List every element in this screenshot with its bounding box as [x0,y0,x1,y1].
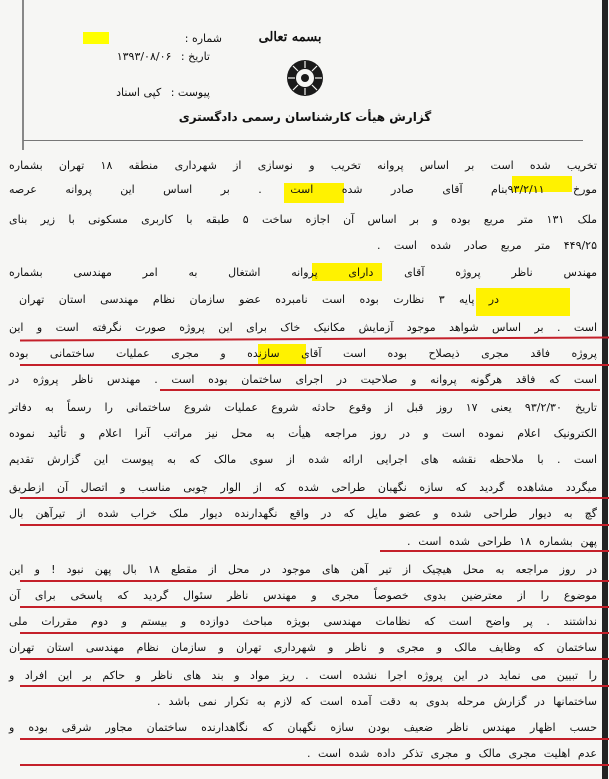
report-title: گزارش هیأت کارشناسان رسمی دادگستری [178,110,432,124]
body-line: مورخ ۹۳/۲/۱۱بنام آقای صادر شده است . بر اساس این پروانه عرصه [9,183,598,196]
red-underline [20,632,609,634]
red-underline [20,580,609,582]
letterhead [0,0,609,150]
body-line: است . با ملاحظه نقشه های اجرایی ارائه شده از سوی مالک که به پیوست این گزارش تقدیم [9,453,597,466]
body-line: عدم اهلیت مجری مالک و مجری تذکر داده شده است . [307,747,597,760]
body-line: تخریب شده است بر اساس پروانه تخریب و نوسازی از شهرداری منطقه ۱۸ تهران بشماره [9,159,597,172]
date-label: تاریخ : [180,50,210,63]
body-line: موضوع را از معترضین بدوی خصوصاً مجری و مهندس ناظر سئوال گردید که پاسخی برای آن [9,589,597,602]
body-line: پهن بشماره ۱۸ طراحی شده است . [407,535,597,548]
red-underline [380,550,609,552]
number-redaction [83,32,109,44]
red-underline [20,764,609,766]
body-line: مهندس ناظر پروژه آقای دارای پروانه اشتغال به امر مهندسی بشماره [9,266,597,279]
attachment-row [40,86,210,99]
red-underline [20,606,609,608]
frame-right-edge [602,0,608,779]
body-line: ملک ۱۳۱ متر مربع بوده و بر اساس آن اجازه ساخت ۵ طبقه با کاربری مسکونی با زیر بنای [9,213,597,226]
basmala-heading: بسمه تعالی [258,30,322,45]
attachment-label: پیوست : [170,86,210,99]
body-line: الکترونیک اعلام نموده است و در روز مراجعه هیأت به محل نیز مراتب آنرا اعلام و تأئید نموده [9,427,597,440]
body-line: است که فاقد هرگونه پروانه و صلاحیت در اجرای ساختمان بوده است . مهندس ناظر پروژه در [9,373,597,386]
red-underline [20,658,609,660]
red-underline [20,364,609,366]
red-underline [20,738,609,740]
body-line: تاریخ ۹۳/۲/۳۰ یعنی ۱۷ روز قبل از وقوع حادثه شروع عملیات شروع ساختمانی را رسماً به دفاتر [9,401,597,414]
body-line: حسب اظهار مهندس ناظر ضعیف بودن سازه نگهبان که نگاهدارنده ساختمان مجاور شرقی بوده و [9,721,597,734]
body-line: ساختمان که وظایف مالک و مجری و ناظر و شهرداری تهران و سازمان نظام مهندسی استان تهران [9,641,597,654]
body-line: ۴۴۹/۲۵ متر مربع صادر شده است . [377,239,597,252]
date-value: ۱۳۹۳/۰۸/۰۶ [116,50,172,63]
body-line: در روز مراجعه به محل هیچیک از تیر آهن های موجود در محل از مقطع ۱۸ بال پهن نبود ! و این [9,563,597,576]
attachment-value: کپی اسناد [116,86,162,99]
body-line: ساختمانها در گزارش مرحله بدوی به دقت آمده است که لازم به تکرار نمی باشد . [157,695,597,708]
body-line: را تبیین می نماید در این پروژه اجرا نشده است . ریز مواد و بند های ناظر و حاکم بر این افراد و [9,669,597,682]
body-line: گچ به دیوار طراحی شده و عضو مایل که در واقع نگهدارنده دیوار ملک خراب شده از تیرآهن بال [9,507,597,520]
body-line: نداشتند . پر واضح است که نظامات مهندسی بویژه مباحث دوازده و بیستم و دوم مقررات ملی [9,615,597,628]
body-line: در پایه ۳ نظارت بوده است نامبرده عضو سازمان نظام مهندسی استان تهران [19,293,499,306]
red-underline [20,497,609,499]
red-underline [20,336,609,341]
red-underline [20,685,609,687]
number-label: شماره : [184,32,222,45]
red-underline [20,524,609,526]
date-row [40,50,210,63]
body-line: میگردد مشاهده گردید که سازه نگهبان طراحی شده که از الوار چوبی مناسب و اتصال آن ازطریق [9,481,597,494]
header-divider [23,140,583,141]
frame-left-edge [22,0,24,150]
body-line: پروژه فاقد مجری ذیصلاح بوده است آقای سازنده و مجری عملیات ساختمانی بوده [9,347,597,360]
body-line: است . بر اساس شواهد موجود آزمایش مکانیک خاک برای این پروژه صورت نگرفته است و این [9,321,597,334]
number-row [112,32,222,45]
emblem-logo [285,58,325,98]
red-underline [160,389,600,391]
